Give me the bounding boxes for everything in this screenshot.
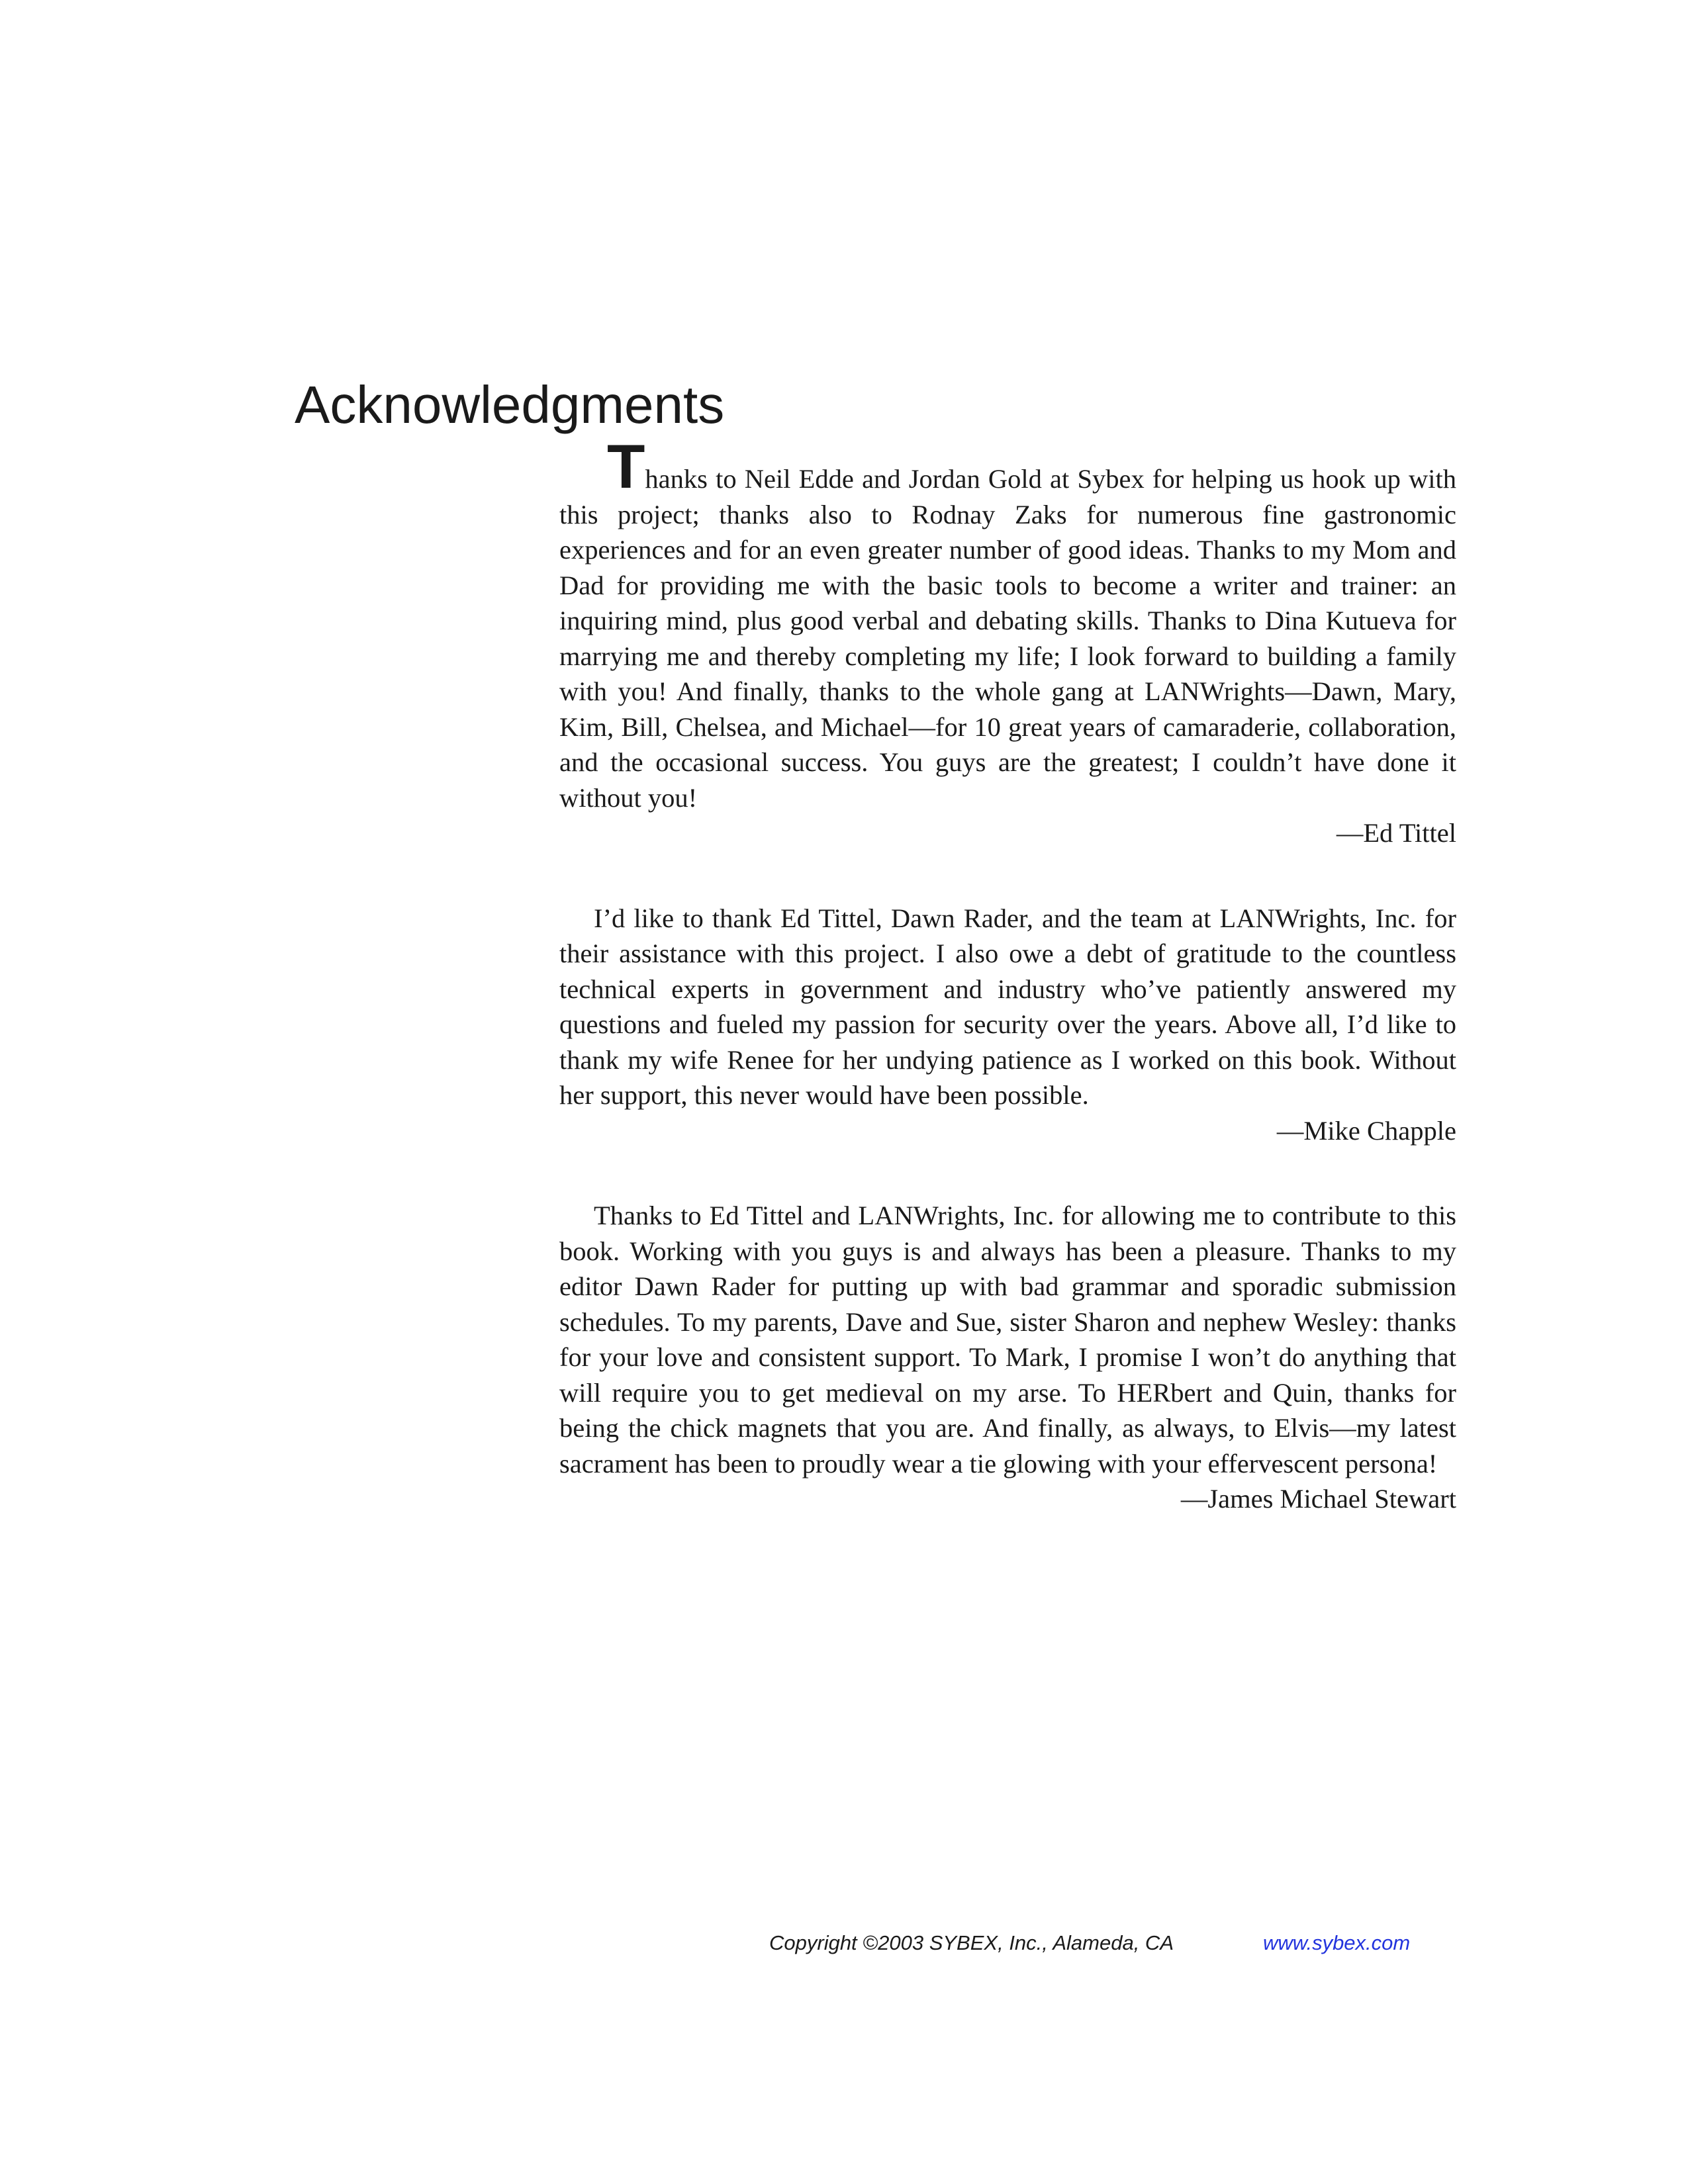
acknowledgment-paragraph: I’d like to thank Ed Tittel, Dawn Rader, and the team at LANWrights, Inc. for their assistance with this project. I also owe a debt of gratitude to the countless technical experts in government and industry who’ve patiently answered my questions and fueled my passion for security over the years. Above all, I’d like to thank my wife Renee for her undying patience as I worked on this book. Without her support, this never would have been possible. (559, 903, 1456, 1110)
signature: —Mike Chapple (1276, 1115, 1456, 1146)
page-title: Acknowledgments (295, 375, 725, 434)
publisher-link[interactable]: www.sybex.com (1263, 1931, 1411, 1954)
acknowledgment-paragraph: Thanks to Ed Tittel and LANWrights, Inc. for allowing me to contribute to this book. Working with you guys is and always has been a pleasure. Thanks to my editor Dawn Rader for putting up with bad grammar and sporadic submission schedules. To my parents, Dave and Sue, sister Sharon and nephew Wesley: thanks for your love and consistent support. To Mark, I promise I won’t do anything that will require you to get medieval on my arse. To HERbert and Quin, thanks for being the chick magnets that you are. And finally, as always, to Elvis—my latest sacrament has been to proudly wear a tie glowing with your effervescent persona! (559, 1201, 1456, 1479)
copyright-notice: Copyright ©2003 SYBEX, Inc., Alameda, CA (769, 1931, 1174, 1954)
acknowledgment-ed-tittel (559, 432, 1456, 851)
section-spacer (559, 1148, 1456, 1198)
acknowledgment-paragraph (559, 432, 1456, 815)
signature: —James Michael Stewart (1180, 1484, 1456, 1514)
section-spacer (559, 851, 1456, 901)
signature: —Ed Tittel (1336, 818, 1456, 848)
drop-cap: T (607, 432, 645, 501)
acknowledgment-james-michael-stewart (559, 1198, 1456, 1517)
acknowledgment-mike-chapple (559, 901, 1456, 1149)
acknowledgments-body (559, 432, 1456, 1517)
acknowledgment-text: hanks to Neil Edde and Jordan Gold at Sybex for helping us hook up with this project; thanks also to Rodnay Zaks for numerous fine gastronomic experiences and for an even greater number of good ideas. Thanks to my Mom and Dad for providing me with the basic tools to become a writer and trainer: an inquiring mind, plus good verbal and debating skills. Thanks to Dina Kutueva for marrying me and thereby completing my life; I look forward to building a family with you! And finally, thanks to the whole gang at LANWrights—Dawn, Mary, Kim, Bill, Chelsea, and Michael—for 10 great years of camaraderie, collaboration, and the occasional success. You guys are the greatest; I couldn’t have done it without you! (559, 464, 1456, 813)
